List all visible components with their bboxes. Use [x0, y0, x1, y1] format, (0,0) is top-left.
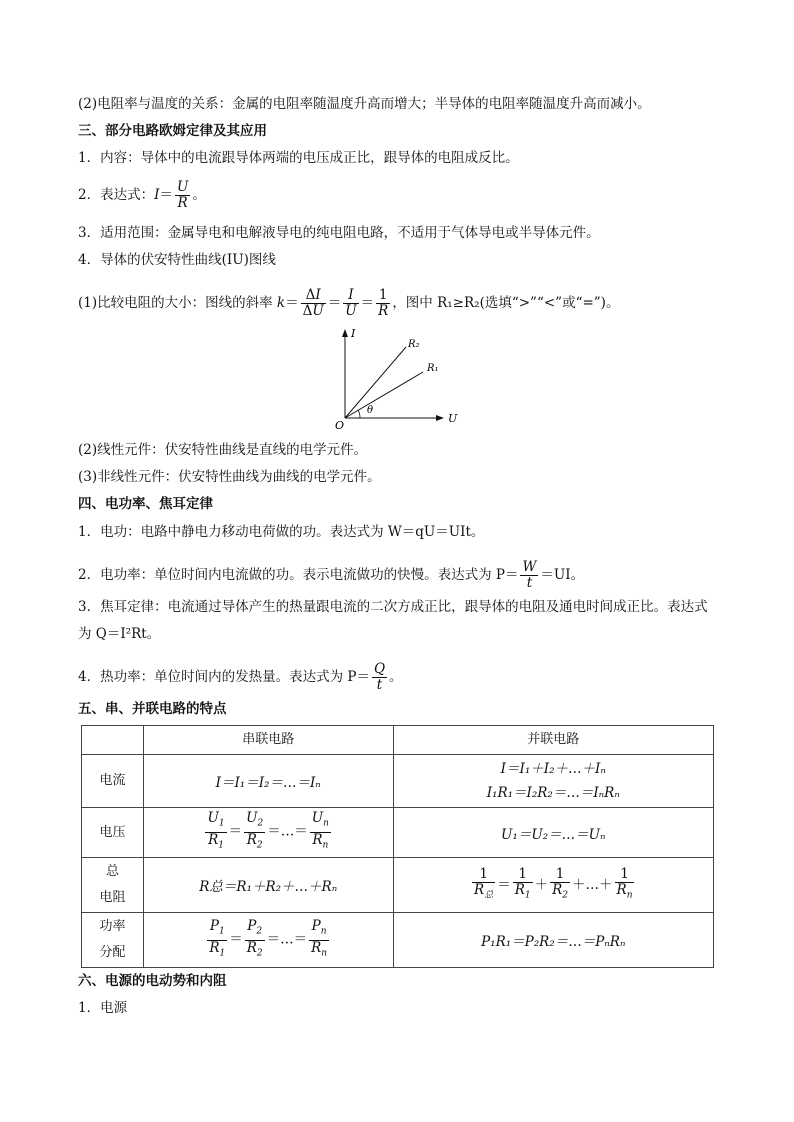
- power-series-formula: $\frac{P_1}{R_1}$ ＝ $\frac{P_2}{R_2}$ ＝…＝ $\frac{P_n}{R_n}$: [143, 913, 393, 968]
- current-parallel-formula-1: I＝I₁＋I₂＋…＋Iₙ: [500, 761, 606, 777]
- ohms-law-scope: 3．适用范围：金属导电和电解液导电的纯电阻电路，不适用于气体导电或半导体元件。: [78, 225, 600, 241]
- row-label-power-1: 功率: [99, 919, 126, 934]
- power-source-item: 1．电源: [78, 1000, 128, 1016]
- ohms-law-content: 1．内容：导体中的电流跟导体两端的电压成正比，跟导体的电阻成反比。: [78, 150, 519, 166]
- joule-law-text-1: 3．焦耳定律：电流通过导体产生的热量跟电流的二次方成正比，跟导体的电阻及通电时间成正比。表达式: [78, 599, 708, 615]
- i-axis-label: I: [351, 327, 356, 340]
- table-row-resistance: [82, 858, 714, 913]
- table-row-current: [82, 755, 714, 808]
- voltage-parallel-formula: U₁＝U₂＝…＝Uₙ: [393, 808, 714, 858]
- linear-element-text: (2)线性元件：伏安特性曲线是直线的电学元件。: [78, 442, 368, 458]
- current-parallel-formula-2: I₁R₁＝I₂R₂＝…＝IₙRₙ: [486, 785, 620, 801]
- ohms-law-expression: 2．表达式：I＝ $\frac{U}{R}$ 。: [78, 179, 206, 211]
- row-label-resistance-2: 电阻: [99, 890, 126, 905]
- row-label-voltage: 电压: [82, 808, 144, 858]
- heat-power-label: 4．热功率：单位时间内的发热量。表达式为 P＝: [78, 669, 370, 685]
- ohms-law-expression-label: 2．表达式：: [78, 187, 155, 203]
- heat-power-end: 。: [389, 669, 403, 685]
- section-heading-circuits-text: 五、串、并联电路的特点: [78, 701, 227, 717]
- resistance-parallel-formula: $\frac{1}{R_总}$ ＝ $\frac{1}{R_1}$ ＋ $\frac{1}{R_2}$ ＋…＋ $\frac{1}{R_n}$: [393, 858, 714, 913]
- table-row-voltage: [82, 808, 714, 858]
- angle-label: θ: [367, 405, 374, 416]
- table-row-power: [82, 913, 714, 968]
- slope-comparison: (1)比较电阻的大小：图线的斜率 k＝ $\frac{\Delta I}{\Delta U}$ ＝ $\frac{I}{U}$ ＝ $\frac{1}{R}$ ，图中 R₁≥R₂(选填“>”“<”或“=”)。: [78, 287, 620, 319]
- voltage-series-formula: $\frac{U_1}{R_1}$ ＝ $\frac{U_2}{R_2}$ ＝…＝ $\frac{U_n}{R_n}$: [143, 808, 393, 858]
- origin-label: O: [335, 419, 345, 432]
- section-heading-ohms-law: 三、部分电路欧姆定律及其应用: [78, 123, 267, 139]
- resistivity-temperature-text: (2)电阻率与温度的关系：金属的电阻率随温度升高而增大；半导体的电阻率随温度升高而减小。: [78, 96, 651, 112]
- iu-curve-title: 4．导体的伏安特性曲线(IU)图线: [78, 252, 276, 268]
- u-axis-label: U: [448, 412, 458, 425]
- resistance-series-formula: R总＝R₁＋R₂＋…＋Rₙ: [143, 858, 393, 913]
- power-parallel-formula: P₁R₁＝P₂R₂＝…＝PₙRₙ: [393, 913, 714, 968]
- row-label-power-2: 分配: [99, 945, 126, 960]
- row-label-resistance-1: 总: [105, 864, 119, 879]
- electric-work-text: 1．电功：电路中静电力移动电荷做的功。表达式为 W＝qU＝UIt。: [78, 524, 485, 540]
- nonlinear-element-text: (3)非线性元件：伏安特性曲线为曲线的电学元件。: [78, 469, 381, 485]
- iu-graph: [320, 325, 470, 435]
- r2-line: [345, 347, 406, 418]
- slope-comparison-end: ，图中 R₁≥R₂(选填“>”“<”或“=”)。: [392, 295, 620, 311]
- current-series-formula: I＝I₁＝I₂＝…＝Iₙ: [143, 755, 393, 808]
- angle-arc: [358, 410, 360, 418]
- ohms-law-expression-end: 。: [192, 187, 206, 203]
- row-label-current: 电流: [82, 755, 144, 808]
- r2-label: R₂: [408, 339, 420, 350]
- i-axis-arrow: [342, 329, 348, 337]
- slope-comparison-label: (1)比较电阻的大小：图线的斜率: [78, 295, 273, 311]
- header-series: 串联电路: [143, 726, 393, 755]
- electric-power-end: ＝UI。: [540, 567, 585, 583]
- section-heading-emf: 六、电源的电动势和内阻: [78, 973, 227, 989]
- fraction-u-over-r: $\frac{U}{R}$: [176, 179, 189, 211]
- table-header-row: [82, 726, 714, 755]
- r1-line: [345, 372, 423, 418]
- circuit-comparison-table: [81, 725, 714, 968]
- heat-power-text: 4．热功率：单位时间内的发热量。表达式为 P＝ $\frac{Q}{t}$ 。: [78, 661, 403, 693]
- header-parallel: 并联电路: [393, 726, 714, 755]
- electric-power-text: 2．电功率：单位时间内电流做的功。表示电流做功的快慢。表达式为 P＝ $\frac{W}{t}$ ＝UI。: [78, 559, 585, 591]
- r1-label: R₁: [427, 363, 439, 374]
- joule-law-text-2: 为 Q＝I²Rt。: [78, 626, 161, 642]
- section-heading-power: 四、电功率、焦耳定律: [78, 496, 213, 512]
- u-axis-arrow: [436, 415, 444, 421]
- electric-power-label: 2．电功率：单位时间内电流做的功。表示电流做功的快慢。表达式为 P＝: [78, 567, 519, 583]
